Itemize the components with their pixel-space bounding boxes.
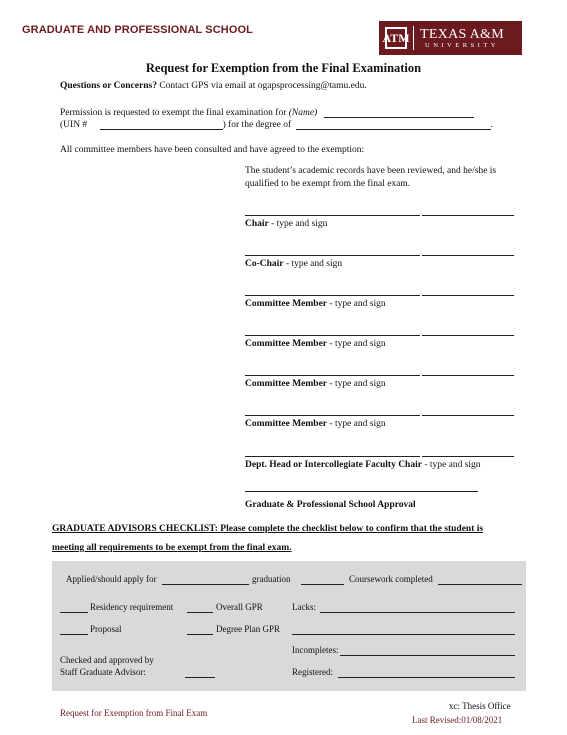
- footer-xc: xc: Thesis Office: [449, 701, 511, 711]
- checked-line2: Staff Graduate Advisor:: [60, 667, 146, 677]
- co-chair-sign-line[interactable]: [245, 255, 420, 256]
- degree-field[interactable]: [296, 120, 491, 130]
- registered-field[interactable]: [338, 677, 515, 678]
- contact-text: Contact GPS via email at ogapsprocessing@tamu.edu.: [156, 81, 367, 91]
- incompletes-field[interactable]: [340, 655, 515, 656]
- checklist-box: [52, 561, 526, 691]
- name-field[interactable]: [324, 108, 474, 118]
- member2-date-line[interactable]: [422, 335, 514, 336]
- reviewed-line1: The student’s academic records have been reviewed, and he/she is: [245, 166, 497, 176]
- graduation-label: graduation: [252, 574, 291, 584]
- coursework-field[interactable]: [438, 584, 522, 585]
- registered-label: Registered:: [292, 667, 333, 677]
- graduation-field[interactable]: [301, 584, 344, 585]
- member2-sign-line[interactable]: [245, 335, 420, 336]
- lacks-label: Lacks:: [292, 602, 316, 612]
- degree-label: ) for the degree of: [222, 120, 292, 130]
- atm-logo-icon: ATM: [385, 27, 407, 49]
- form-title: Request for Exemption from the Final Examination: [145, 61, 422, 75]
- dept-head-sign-line[interactable]: [245, 456, 420, 457]
- uin-label: (UIN #: [60, 120, 88, 130]
- co-chair-label: Co-Chair - type and sign: [245, 259, 343, 269]
- uin-field[interactable]: [100, 120, 223, 130]
- overall-gpr-field[interactable]: [187, 612, 213, 613]
- gps-approval-line[interactable]: [245, 491, 478, 492]
- co-chair-date-line[interactable]: [422, 255, 514, 256]
- logo-divider: [413, 26, 414, 50]
- contact-line: [60, 81, 367, 91]
- incompletes-label: Incompletes:: [292, 645, 339, 655]
- name-label: (Name): [288, 108, 318, 118]
- logo-line2: UNIVERSITY: [425, 41, 499, 49]
- school-name: GRADUATE AND PROFESSIONAL SCHOOL: [22, 24, 253, 36]
- consulted-text: All committee members have been consulted and have agreed to the exemption:: [60, 145, 365, 155]
- member1-date-line[interactable]: [422, 295, 514, 296]
- chair-sign-line[interactable]: [245, 215, 420, 216]
- chair-label: Chair - type and sign: [245, 219, 328, 229]
- advisor-initials-field[interactable]: [185, 677, 215, 678]
- member3-sign-line[interactable]: [245, 375, 420, 376]
- member4-date-line[interactable]: [422, 415, 514, 416]
- member2-label: Committee Member - type and sign: [245, 339, 386, 349]
- member4-label: Committee Member - type and sign: [245, 419, 386, 429]
- applied-field[interactable]: [162, 584, 249, 585]
- lacks-field[interactable]: [320, 612, 515, 613]
- degree-plan-gpr-label: Degree Plan GPR: [216, 624, 280, 634]
- gps-approval-label: Graduate & Professional School Approval: [245, 500, 416, 510]
- lacks-field-2[interactable]: [292, 634, 515, 635]
- footer-form-name: Request for Exemption from Final Exam: [60, 708, 208, 718]
- member1-sign-line[interactable]: [245, 295, 420, 296]
- checklist-heading-line2: meeting all requirements to be exempt from the final exam.: [52, 543, 292, 553]
- applied-label: Applied/should apply for: [66, 574, 157, 584]
- dept-head-label: Dept. Head or Intercollegiate Faculty Chair - type and sign: [245, 460, 481, 470]
- coursework-label: Coursework completed: [349, 574, 433, 584]
- footer-revised: Last Revised:01/08/2021: [412, 715, 503, 725]
- period: .: [490, 120, 493, 130]
- proposal-label: Proposal: [90, 624, 122, 634]
- permission-line: [60, 108, 474, 118]
- checked-line1: Checked and approved by: [60, 655, 154, 665]
- overall-gpr-label: Overall GPR: [216, 602, 263, 612]
- member3-label: Committee Member - type and sign: [245, 379, 386, 389]
- checklist-heading-line1: GRADUATE ADVISORS CHECKLIST: Please complete the checklist below to confirm that the student is: [52, 524, 484, 534]
- residency-check[interactable]: [60, 612, 88, 613]
- logo-wordmark: [420, 27, 504, 50]
- member3-date-line[interactable]: [422, 375, 514, 376]
- dept-head-date-line[interactable]: [422, 456, 514, 457]
- residency-label: Residency requirement: [90, 602, 174, 612]
- member4-sign-line[interactable]: [245, 415, 420, 416]
- proposal-check[interactable]: [60, 634, 88, 635]
- contact-bold: Questions or Concerns?: [60, 81, 157, 91]
- chair-date-line[interactable]: [422, 215, 514, 216]
- degree-plan-gpr-field[interactable]: [187, 634, 213, 635]
- reviewed-line2: qualified to be exempt from the final exam.: [245, 179, 411, 189]
- permission-text: Permission is requested to exempt the final examination for: [60, 108, 289, 118]
- member1-label: Committee Member - type and sign: [245, 299, 386, 309]
- logo-line1: TEXAS A&M: [420, 26, 504, 42]
- uin-line: [60, 120, 493, 130]
- tamu-logo: [379, 21, 522, 55]
